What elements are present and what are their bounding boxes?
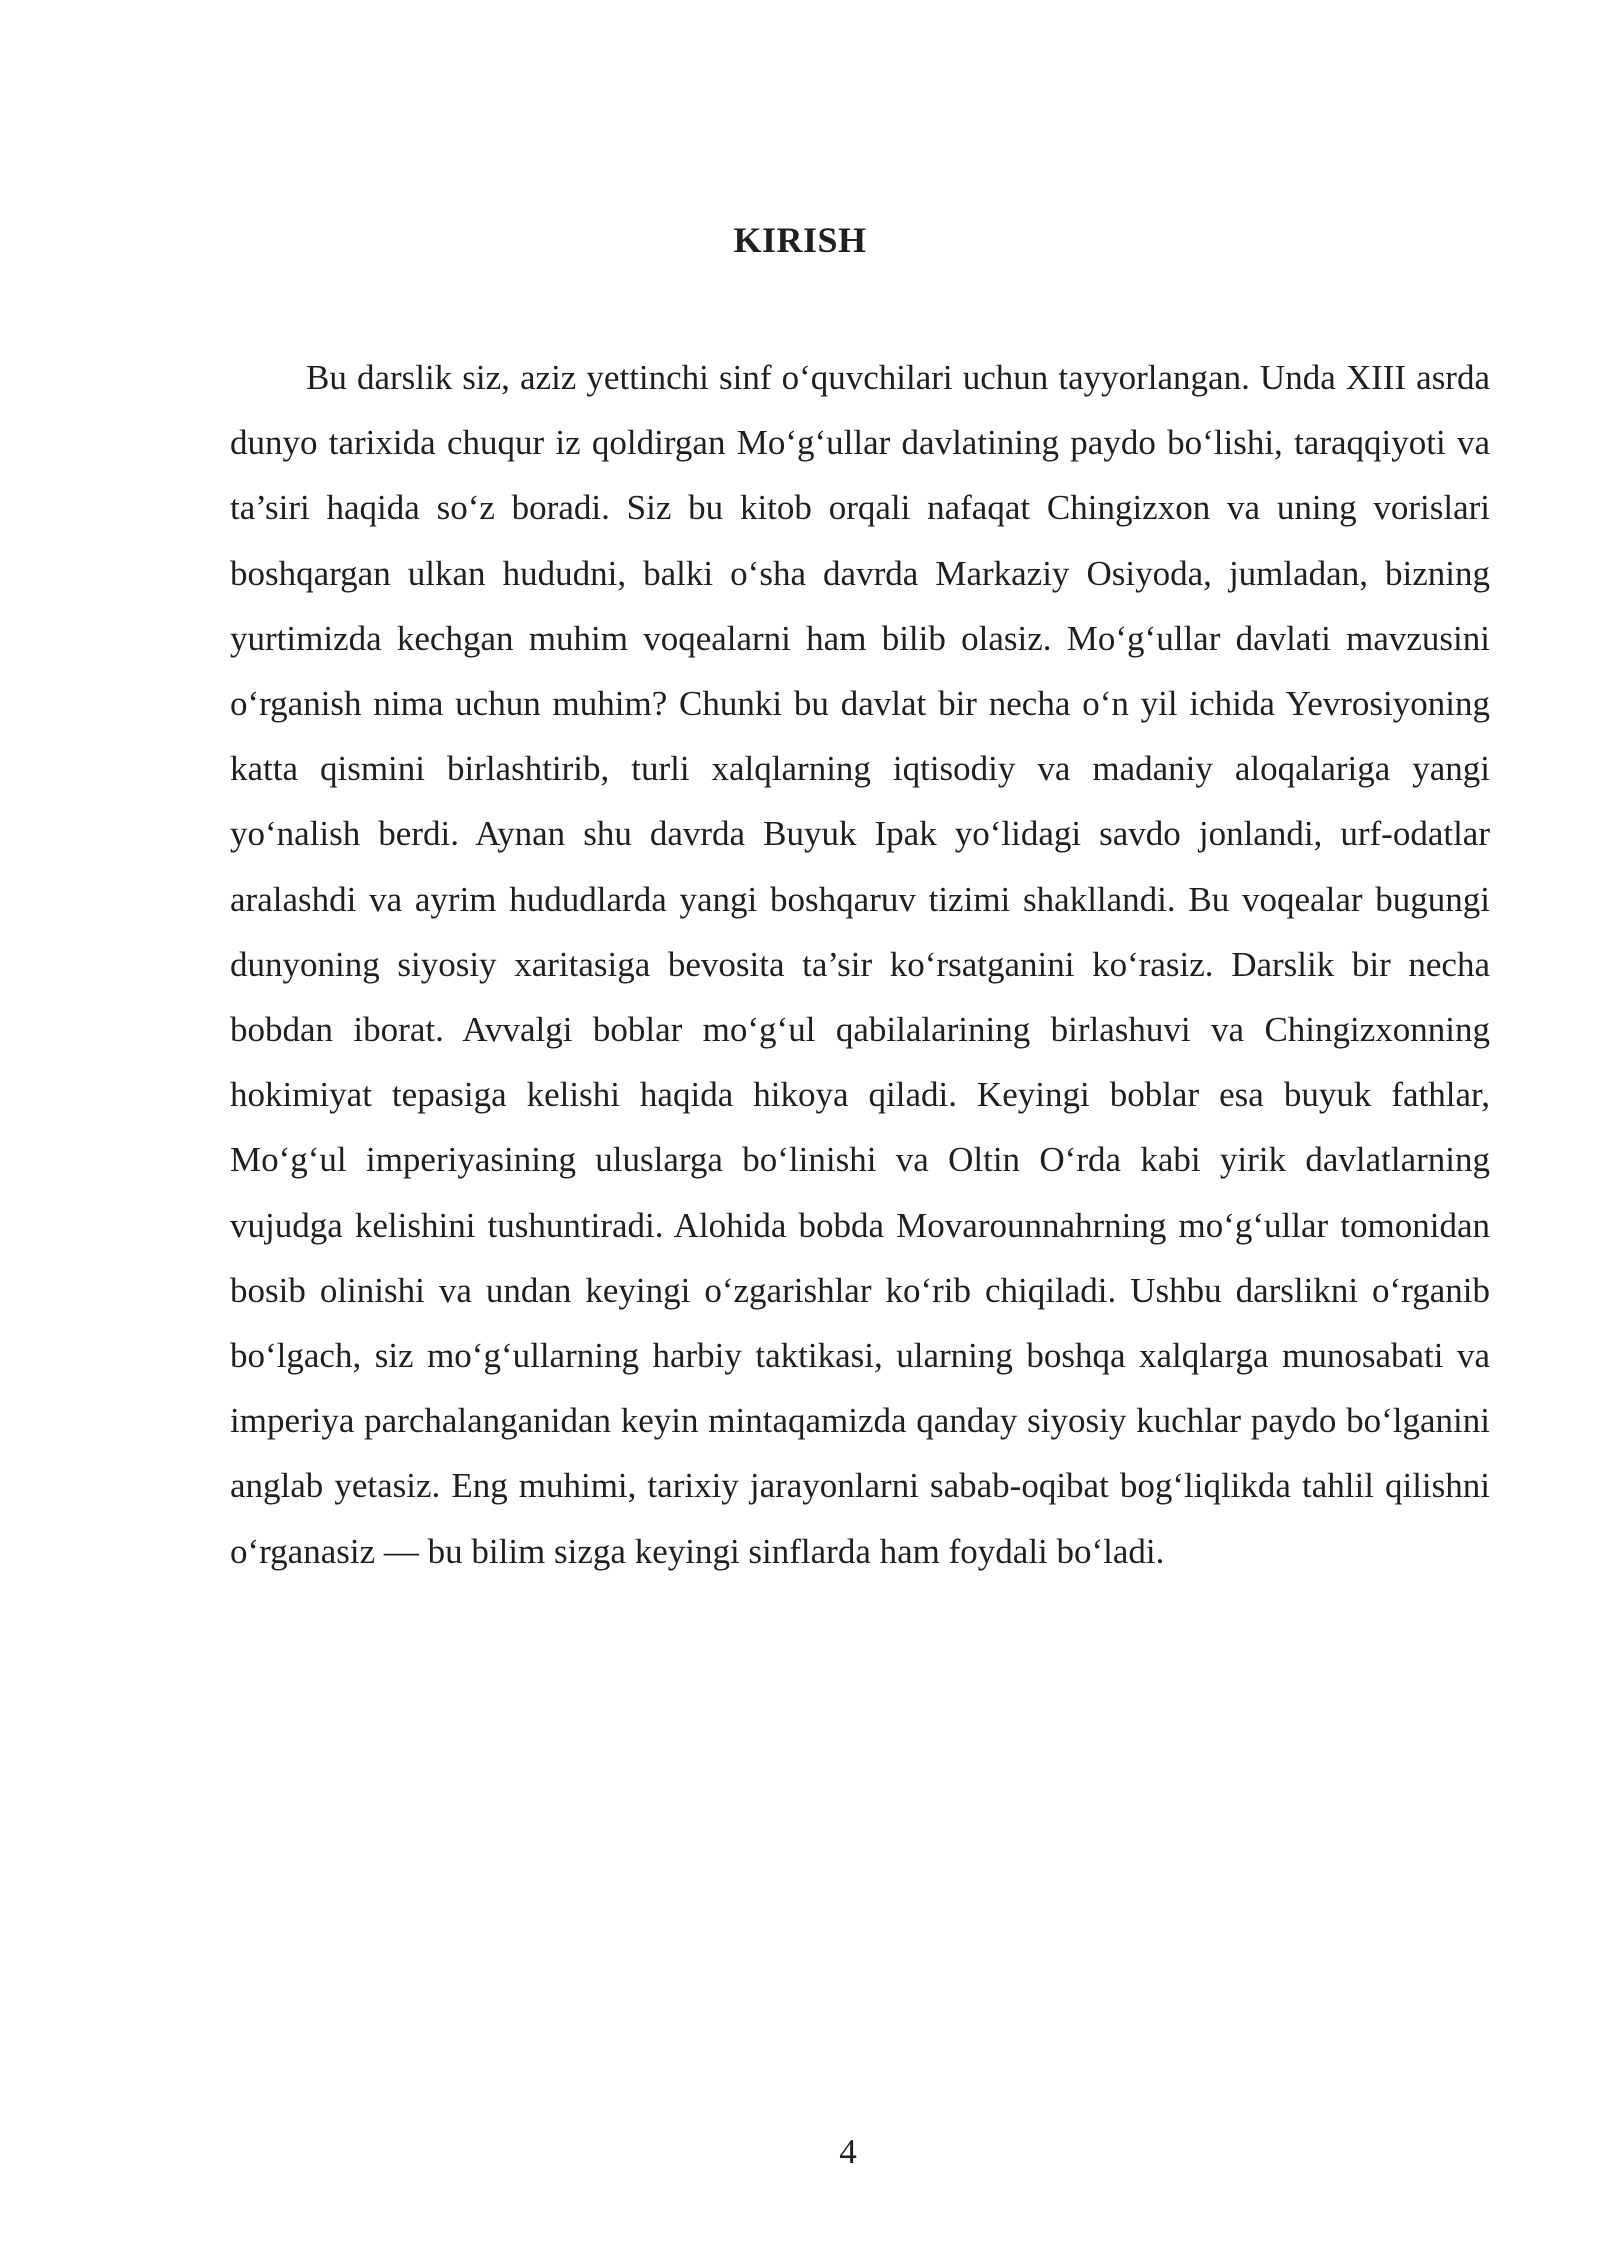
body-paragraph: Bu darslik siz, aziz yettinchi sinf o‘quvchilari uchun tayyorlangan. Unda XIII asrda dunyo tarixida chuqur iz qoldirgan Mo‘g‘ullar davlatining paydo bo‘lishi, taraqqiyoti va ta’siri haqida so‘z boradi. Siz bu kitob orqali nafaqat Chingizxon va uning vorislari boshqargan ulkan hududni, balki o‘sha davrda Markaziy Osiyoda, jumladan, bizning yurtimizda kechgan muhim voqealarni ham bilib olasiz. Mo‘g‘ullar davlati mavzusini o‘rganish nima uchun muhim? Chunki bu davlat bir necha o‘n yil ichida Yevrosiyoning katta qismini birlashtirib, turli xalqlarning iqtisodiy va madaniy aloqalariga yangi yo‘nalish berdi. Aynan shu davrda Buyuk Ipak yo‘lidagi savdo jonlandi, urf-odatlar aralashdi va ayrim hududlarda yangi boshqaruv tizimi shakllandi. Bu voqealar bugungi dunyoning siyosiy xaritasiga bevosita ta’sir ko‘rsatganini ko‘rasiz. Darslik bir necha bobdan iborat. Avvalgi boblar mo‘g‘ul qabilalarining birlashuvi va Chingizxonning hokimiyat tepasiga kelishi haqida hikoya qiladi. Keyingi boblar esa buyuk fathlar, Mo‘g‘ul imperiyasining uluslarga bo‘linishi va Oltin O‘rda kabi yirik davlatlarning vujudga kelishini tushuntiradi. Alohida bobda Movarounnahrning mo‘g‘ullar tomonidan bosib olinishi va undan keyingi o‘zgarishlar ko‘rib chiqiladi. Ushbu darslikni o‘rganib bo‘lgach, siz mo‘g‘ullarning harbiy taktikasi, ularning boshqa xalqlarga munosabati va imperiya parchalanganidan keyin mintaqamizda qanday siyosiy kuchlar paydo bo‘lganini anglab yetasiz. Eng muhimi, tarixiy jarayonlarni sabab-oqibat bog‘liqlikda tahlil qilishni o‘rganasiz — bu bilim sizga keyingi sinflarda ham foydali bo‘ladi. [230, 358, 1490, 1571]
page-number: 4 [839, 2132, 857, 2171]
page-title: KIRISH [733, 220, 867, 260]
